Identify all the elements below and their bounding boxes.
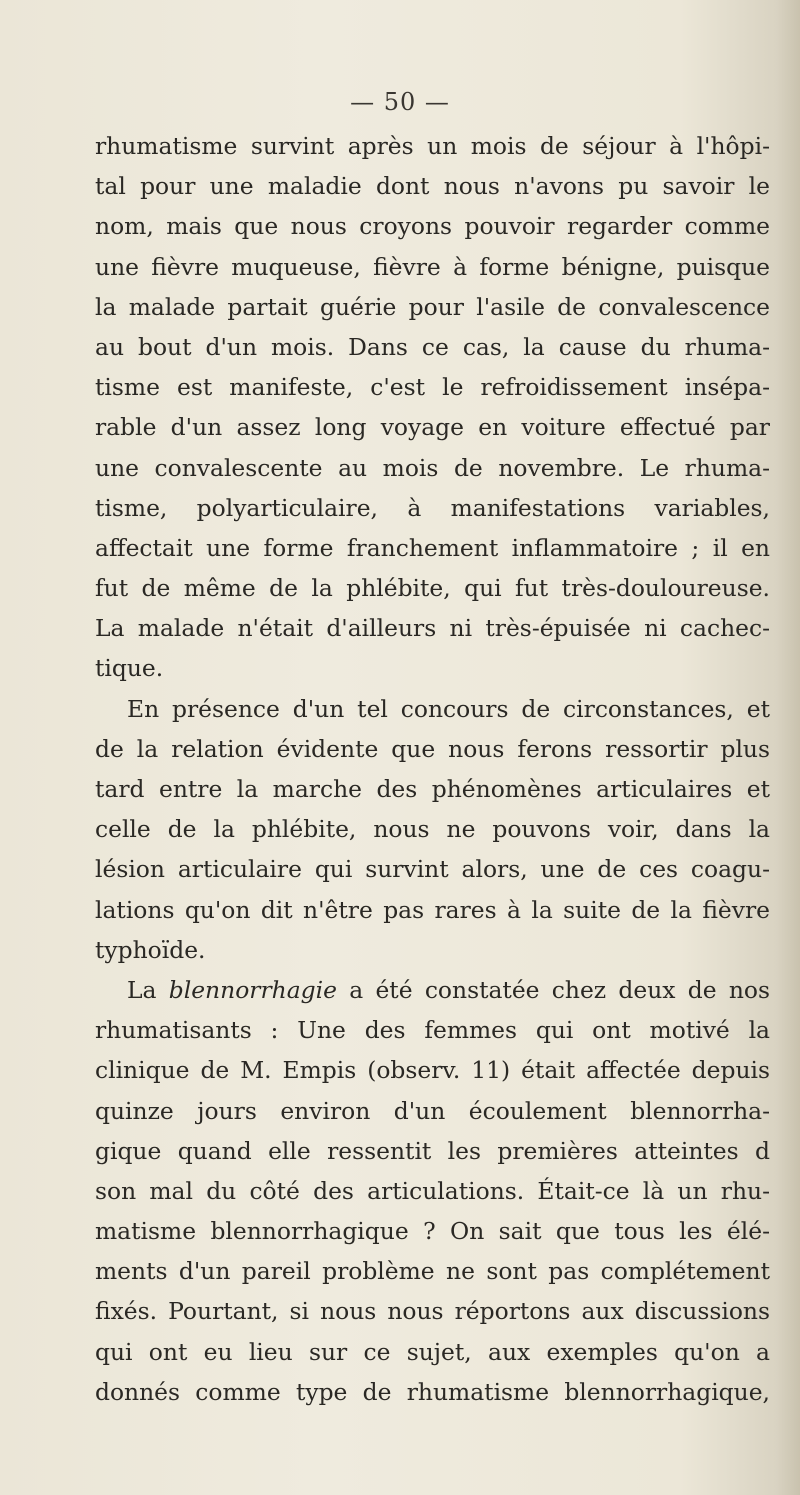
text-line: La malade n'était d'ailleurs ni très-épuisée ni cachec- — [95, 614, 770, 643]
text-line: tal pour une maladie dont nous n'avons pu savoir le — [95, 172, 770, 201]
text-line: typhoïde. — [95, 935, 206, 964]
text-fragment: a été constatée chez deux de nos — [336, 975, 770, 1004]
text-line: nom, mais que nous croyons pouvoir regarder comme — [95, 212, 770, 241]
italic-term: blennorrhagie — [168, 975, 337, 1004]
text-line: donnés comme type de rhumatisme blennorrhagique, — [95, 1377, 770, 1406]
text-line: matisme blennorrhagique ? On sait que tous les élé- — [95, 1217, 770, 1246]
text-line: ments d'un pareil problème ne sont pas complétement — [95, 1257, 770, 1286]
text-line: une convalescente au mois de novembre. Le rhuma- — [95, 453, 770, 482]
text-line: affectait une forme franchement inflammatoire ; il en — [95, 533, 770, 562]
text-line: tique. — [95, 654, 164, 683]
text-line: au bout d'un mois. Dans ce cas, la cause du rhuma- — [95, 332, 770, 361]
text-line: fut de même de la phlébite, qui fut très-douloureuse. — [95, 574, 770, 603]
text-line: tard entre la marche des phénomènes articulaires et — [95, 775, 770, 803]
text-line: lésion articulaire qui survint alors, une de ces coagu- — [95, 855, 770, 884]
text-fragment: La — [127, 975, 169, 1004]
text-line: rable d'un assez long voyage en voiture effectué par — [95, 413, 770, 442]
text-line: qui ont eu lieu sur ce sujet, aux exemples qu'on a — [95, 1337, 770, 1366]
text-line: une fièvre muqueuse, fièvre à forme bénigne, puisque — [95, 252, 770, 281]
text-line: tisme, polyarticulaire, à manifestations variables, — [95, 493, 770, 522]
text-line: rhumatisants : Une des femmes qui ont motivé la — [95, 1016, 770, 1045]
text-line: quinze jours environ d'un écoulement blennorrha- — [95, 1096, 770, 1125]
text-line: rhumatisme survint après un mois de séjour à l'hôpi- — [95, 132, 770, 160]
text-line: gique quand elle ressentit les premières atteintes d — [95, 1136, 770, 1165]
text-line: de la relation évidente que nous ferons ressortir plus — [95, 734, 770, 763]
text-line: celle de la phlébite, nous ne pouvons voir, dans la — [95, 815, 770, 844]
text-line: fixés. Pourtant, si nous nous réportons aux discussions — [95, 1297, 770, 1326]
text-line: la malade partait guérie pour l'asile de convalescence — [95, 292, 770, 321]
text-line: son mal du côté des articulations. Était-ce là un rhu- — [95, 1176, 770, 1205]
text-line: tisme est manifeste, c'est le refroidissement insépa- — [95, 373, 770, 402]
text-line: clinique de M. Empis (observ. 11) était affectée depuis — [95, 1056, 770, 1085]
body-text — [95, 126, 770, 1412]
text-line — [95, 970, 770, 1010]
text-line: lations qu'on dit n'être pas rares à la suite de la fièvre — [95, 895, 770, 924]
page-number: — 50 — — [350, 88, 450, 116]
text-line: En présence d'un tel concours de circonstances, et — [127, 694, 770, 723]
